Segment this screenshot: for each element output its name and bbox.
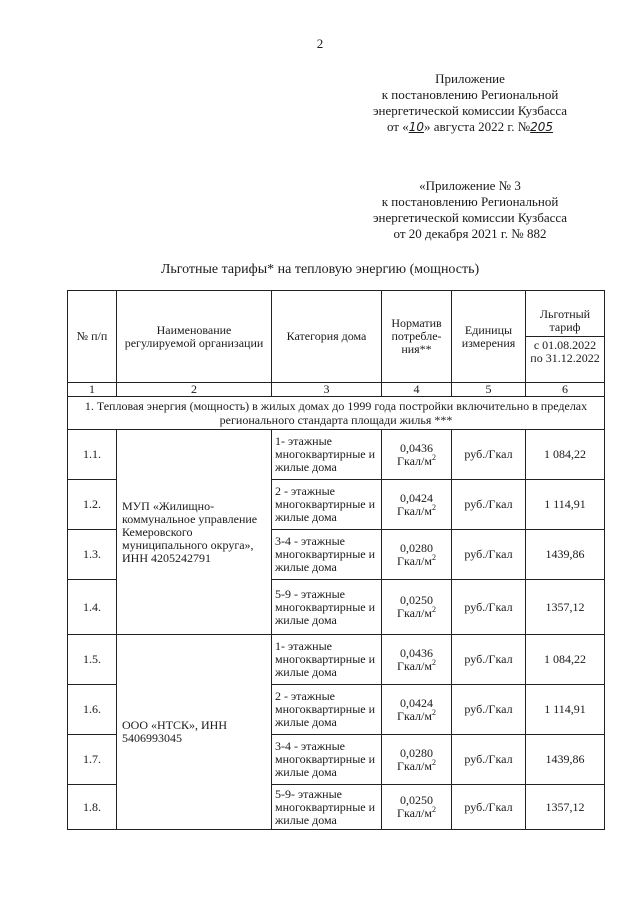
- col-number: 3: [272, 383, 382, 397]
- row-unit: руб./Гкал: [452, 530, 526, 580]
- row-tariff: 1 084,22: [526, 430, 605, 480]
- header-num: № п/п: [68, 291, 117, 383]
- appendix-line3: энергетической комиссии Кузбасса: [372, 103, 568, 118]
- row-tariff: 1439,86: [526, 735, 605, 785]
- row-tariff: 1439,86: [526, 530, 605, 580]
- row-norm: 0,0250 Гкал/$м^2$: [382, 785, 452, 830]
- row-category: 2 - этажные многоквартирные и жилые дома: [272, 480, 382, 530]
- col-number: 5: [452, 383, 526, 397]
- org-name: МУП «Жилищно-коммунальное управление Кемеровского муниципального округа», ИНН 4205242791: [117, 430, 272, 635]
- row-tariff: 1357,12: [526, 580, 605, 635]
- col-number: 2: [117, 383, 272, 397]
- header-tariff-title: Льготный тариф: [526, 306, 604, 337]
- appendix-line1: Приложение: [435, 71, 505, 86]
- row-category: 5-9 - этажные многоквартирные и жилые дома: [272, 580, 382, 635]
- table-row: [68, 635, 605, 685]
- header-category: Категория дома: [272, 291, 382, 383]
- row-tariff: 1 114,91: [526, 685, 605, 735]
- tariff-table: [67, 290, 605, 830]
- row-category: 3-4 - этажные многоквартирные и жилые дома: [272, 530, 382, 580]
- col-number: 1: [68, 383, 117, 397]
- row-unit: руб./Гкал: [452, 480, 526, 530]
- row-num: 1.8.: [68, 785, 117, 830]
- original-appendix-header: [355, 178, 585, 242]
- row-num: 1.5.: [68, 635, 117, 685]
- row-tariff: 1357,12: [526, 785, 605, 830]
- row-unit: руб./Гкал: [452, 685, 526, 735]
- original-appendix-line4: от 20 декабря 2021 г. № 882: [393, 226, 547, 241]
- row-norm: 0,0436 Гкал/$м^2$: [382, 430, 452, 480]
- handwritten-number: 205: [530, 120, 554, 134]
- header-norm: Норматив потребле-ния**: [382, 291, 452, 383]
- header-row: [68, 291, 605, 383]
- col-number: 4: [382, 383, 452, 397]
- row-norm: 0,0424 Гкал/$м^2$: [382, 685, 452, 735]
- appendix-header: [355, 71, 585, 135]
- row-norm: 0,0280 Гкал/$м^2$: [382, 735, 452, 785]
- original-appendix-line2: к постановлению Региональной: [381, 194, 559, 209]
- header-org: Наименование регулируемой организации: [117, 291, 272, 383]
- row-category: 1- этажные многоквартирные и жилые дома: [272, 635, 382, 685]
- row-unit: руб./Гкал: [452, 785, 526, 830]
- row-category: 5-9- этажные многоквартирные и жилые дома: [272, 785, 382, 830]
- original-appendix-line1: «Приложение № 3: [419, 178, 521, 193]
- row-category: 2 - этажные многоквартирные и жилые дома: [272, 685, 382, 735]
- org-name: ООО «НТСК», ИНН 5406993045: [117, 635, 272, 830]
- original-appendix-line3: энергетической комиссии Кузбасса: [372, 210, 568, 225]
- row-num: 1.4.: [68, 580, 117, 635]
- table-row: [68, 430, 605, 480]
- document-title: Льготные тарифы* на тепловую энергию (мощность): [160, 262, 480, 277]
- row-num: 1.1.: [68, 430, 117, 480]
- section-row: [68, 397, 605, 430]
- header-tariff: [526, 291, 605, 383]
- row-num: 1.2.: [68, 480, 117, 530]
- row-num: 1.6.: [68, 685, 117, 735]
- header-units: Единицы измерения: [452, 291, 526, 383]
- row-norm: 0,0424 Гкал/$м^2$: [382, 480, 452, 530]
- column-number-row: [68, 383, 605, 397]
- appendix-line2: к постановлению Региональной: [381, 87, 559, 102]
- section-title: 1. Тепловая энергия (мощность) в жилых домах до 1999 года постройки включительно в пределах регионального стандарта площади жилья ***: [68, 397, 605, 430]
- handwritten-day: 10: [408, 120, 424, 134]
- row-unit: руб./Гкал: [452, 735, 526, 785]
- row-unit: руб./Гкал: [452, 580, 526, 635]
- header-tariff-period: с 01.08.2022 по 31.12.2022: [530, 338, 600, 365]
- row-tariff: 1 114,91: [526, 480, 605, 530]
- row-category: 1- этажные многоквартирные и жилые дома: [272, 430, 382, 480]
- row-unit: руб./Гкал: [452, 430, 526, 480]
- row-num: 1.7.: [68, 735, 117, 785]
- row-norm: 0,0436 Гкал/$м^2$: [382, 635, 452, 685]
- row-category: 3-4 - этажные многоквартирные и жилые дома: [272, 735, 382, 785]
- col-number: 6: [526, 383, 605, 397]
- row-unit: руб./Гкал: [452, 635, 526, 685]
- row-norm: 0,0250 Гкал/$м^2$: [382, 580, 452, 635]
- row-num: 1.3.: [68, 530, 117, 580]
- row-tariff: 1 084,22: [526, 635, 605, 685]
- page-number: 2: [316, 36, 324, 51]
- appendix-date: от «10» августа 2022 г. №205: [386, 119, 554, 134]
- row-norm: 0,0280 Гкал/$м^2$: [382, 530, 452, 580]
